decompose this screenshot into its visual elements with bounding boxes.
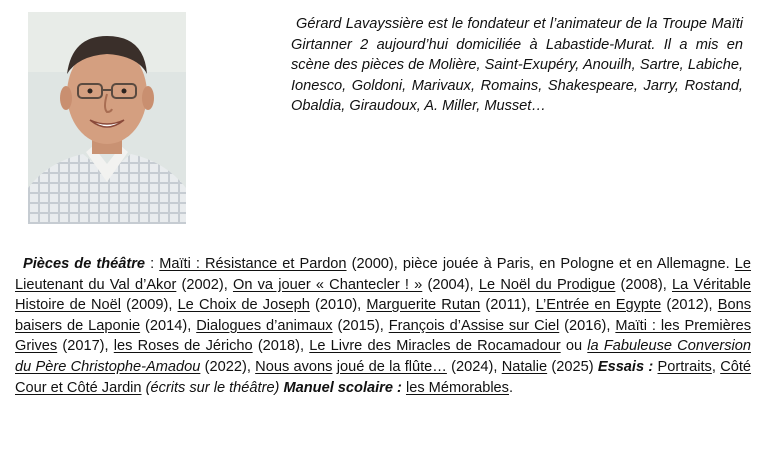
work-year: (2025) xyxy=(547,358,598,375)
work-year: (2015), xyxy=(332,317,389,334)
works-list xyxy=(15,254,751,398)
manual-label: Manuel scolaire : xyxy=(283,379,402,396)
work-year: (2004), xyxy=(422,276,479,293)
work-link[interactable]: Le Livre des Miracles de Rocamadour xyxy=(309,338,561,355)
work-link[interactable]: Le Noël du Prodigue xyxy=(478,276,616,293)
work-link[interactable]: Maïti : les Premières Grives xyxy=(15,317,752,355)
essay-link[interactable]: Portraits xyxy=(657,358,712,375)
essays-label: Essais : xyxy=(597,358,654,375)
work-year: (2022), xyxy=(200,358,256,375)
essay-note: (écrits sur le théâtre) xyxy=(141,379,284,396)
work-year: (2010), xyxy=(309,297,367,314)
separator: , xyxy=(711,358,721,375)
work-link[interactable]: L’Entrée en Egypte xyxy=(535,297,662,314)
work-year: (2017), xyxy=(57,338,114,355)
work-year: (2014), xyxy=(140,317,197,334)
work-year: (2008), xyxy=(615,276,672,293)
work-year: (2012), xyxy=(661,297,718,314)
work-link[interactable]: La Véritable Histoire de Noël xyxy=(15,276,752,314)
author-bio: Gérard Lavayssière est le fondateur et l’animateur de la Troupe Maïti Girtanner 2 aujourd’hui domiciliée à Labastide-Murat. Il a mis en scène des pièces de Molière, Saint-Exupéry, Anouilh, Sartre, Labiche, Ionesco, Goldoni, Marivaux, Romains, Shakespeare, Jarry, Rostand, Obaldia, Giraudoux, A. Miller, Musset… xyxy=(291,16,743,115)
work-link[interactable]: joué de la flûte… xyxy=(336,358,447,375)
work-link[interactable]: Le Lieutenant du Val d’Akor xyxy=(15,256,752,293)
portrait-illustration xyxy=(28,12,186,224)
work-year: (2009), xyxy=(121,297,178,314)
period: . xyxy=(508,379,514,396)
conjunction: ou xyxy=(560,338,588,355)
work-link[interactable]: On va jouer « Chantecler ! » xyxy=(232,276,423,293)
work-link[interactable]: la Fabuleuse Conversion du Père Christophe-Amadou xyxy=(15,338,751,375)
plays-label: Pièces de théâtre xyxy=(23,256,146,272)
work-link[interactable]: les Roses de Jéricho xyxy=(113,338,253,355)
work-year: (2011), xyxy=(480,297,536,314)
work-link[interactable]: Bons baisers de Laponie xyxy=(15,297,752,334)
work-year: (2018), xyxy=(252,338,310,355)
separator: : xyxy=(145,256,160,272)
work-year: (2024), xyxy=(446,358,502,375)
author-photo xyxy=(28,12,186,224)
work-year: (2000), pièce jouée à Paris, en Pologne et en Allemagne. xyxy=(346,256,735,272)
work-link[interactable]: Le Choix de Joseph xyxy=(177,297,310,314)
work-year: (2002), xyxy=(176,276,233,293)
work-link[interactable]: Marguerite Rutan xyxy=(366,297,481,314)
work-link[interactable]: François d’Assise sur Ciel xyxy=(388,317,560,334)
work-link[interactable]: Nous avons xyxy=(255,358,333,375)
work-year: (2016), xyxy=(559,317,616,334)
work-link[interactable]: Maïti : Résistance et Pardon xyxy=(159,256,347,272)
manual-link[interactable]: les Mémorables xyxy=(405,379,509,396)
work-link[interactable]: Dialogues d’animaux xyxy=(196,317,333,334)
essay-link[interactable]: Côté Cour et Côté Jardin xyxy=(15,358,752,396)
work-link[interactable]: Natalie xyxy=(501,358,548,375)
